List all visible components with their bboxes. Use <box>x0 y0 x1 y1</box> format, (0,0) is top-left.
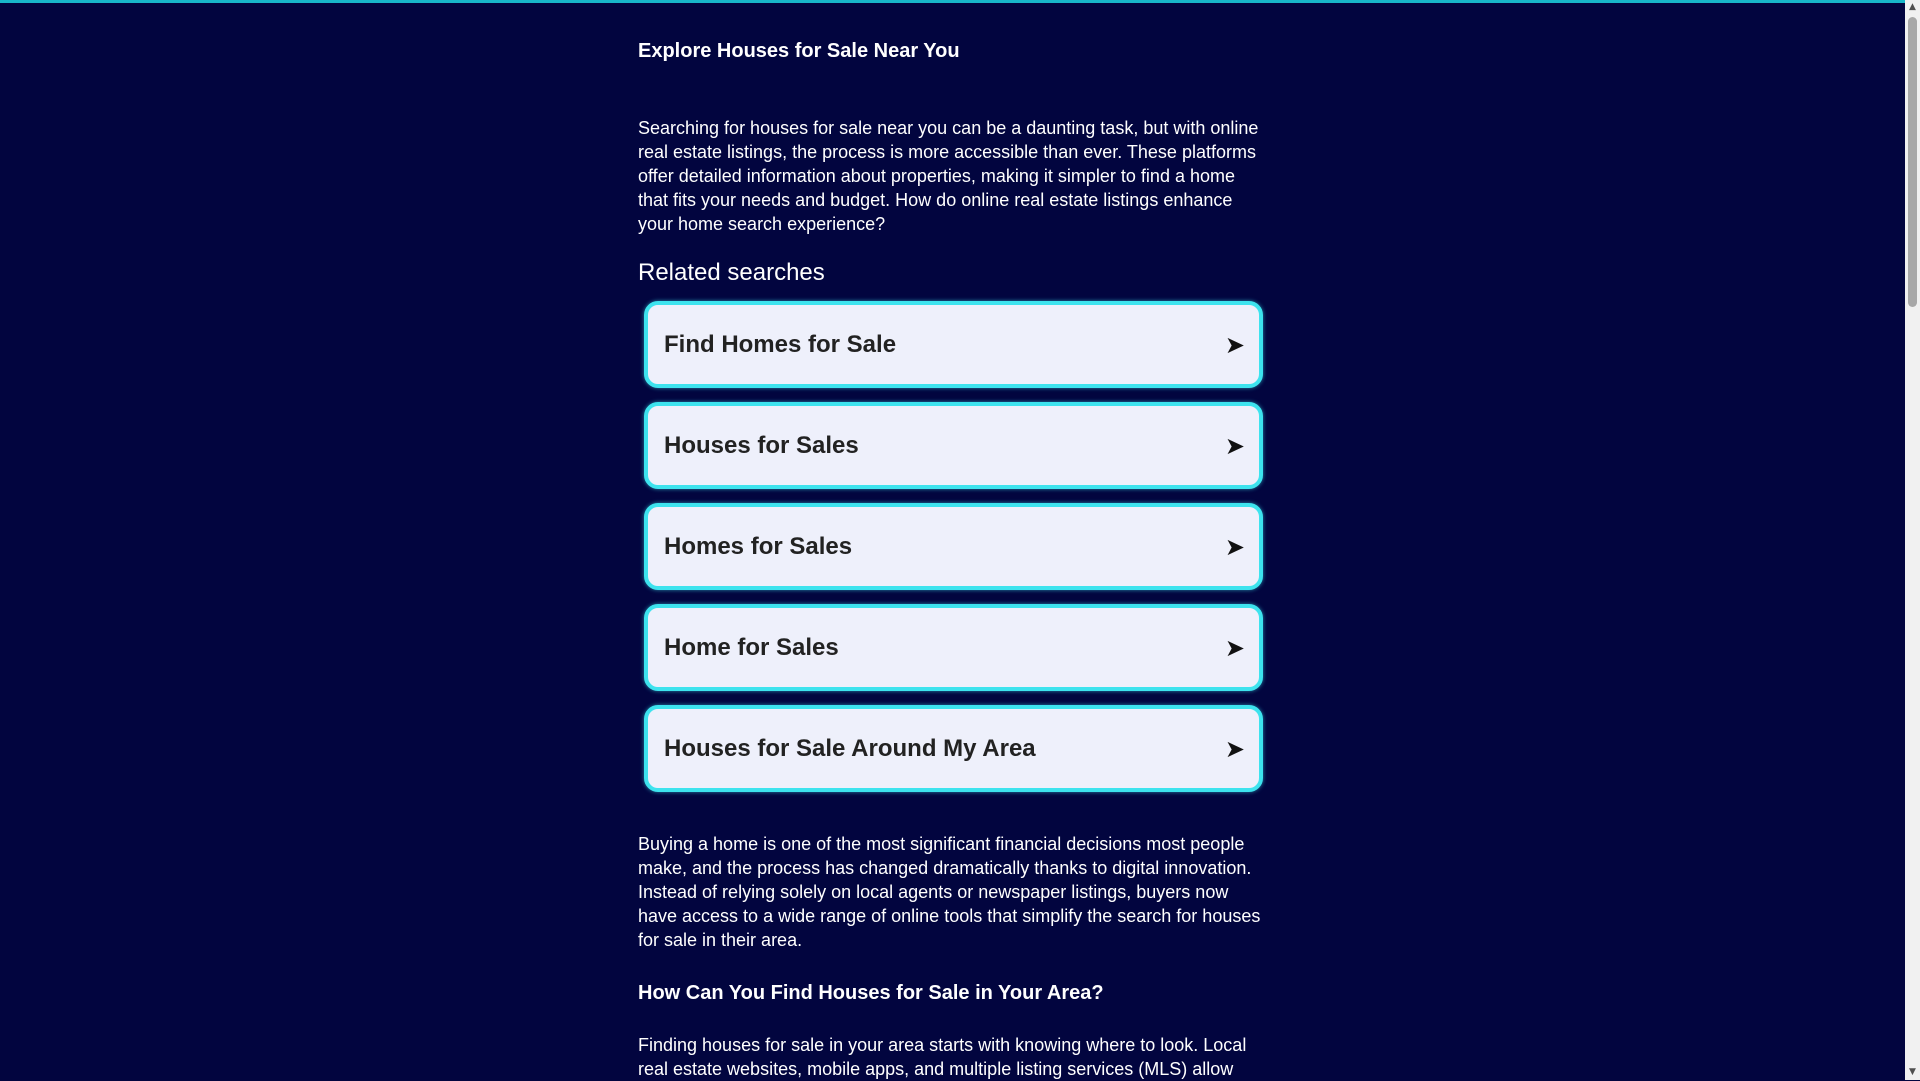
body-paragraph-continued: Finding houses for sale in your area starts with knowing where to look. Local real estate websites, mobile apps, and multiple listing services (MLS) allow <box>638 1035 1247 1079</box>
body-paragraph: Buying a home is one of the most significant financial decisions most people make, and the process has changed dramatically thanks to digital innovation. Instead of relying solely on local agents or newspaper listings, buyers now have access to a wide range of online tools that simplify the search for houses for sale in their area. <box>638 834 1261 950</box>
related-search-houses-for-sales[interactable] <box>644 402 1263 489</box>
top-accent-bar <box>0 0 1905 3</box>
related-searches-list <box>644 301 1263 806</box>
related-search-label: Houses for Sale Around My Area <box>664 734 1036 762</box>
arrow-right-icon: ➤ <box>1224 431 1245 460</box>
related-search-label: Homes for Sales <box>664 532 853 560</box>
related-search-find-homes-for-sale[interactable] <box>644 301 1263 388</box>
intro-paragraph: Searching for houses for sale near you can be a daunting task, but with online real estate listings, the process is more accessible than ever. These platforms offer detailed information about properties, making it simpler to find a home that fits your needs and budget. How do online real estate listings enhance your home search experience? <box>638 118 1259 234</box>
related-search-homes-for-sales[interactable] <box>644 503 1263 590</box>
related-search-label: Home for Sales <box>664 633 839 661</box>
related-search-houses-for-sale-around-my-area[interactable] <box>644 705 1263 792</box>
arrow-right-icon: ➤ <box>1224 330 1245 359</box>
related-search-label: Houses for Sales <box>664 431 859 459</box>
related-searches-heading: Related searches <box>638 259 825 286</box>
scrollbar-thumb[interactable] <box>1908 17 1917 307</box>
arrow-right-icon: ➤ <box>1224 734 1245 763</box>
arrow-right-icon: ➤ <box>1224 633 1245 662</box>
scroll-down-icon[interactable]: ▼ <box>1909 1067 1916 1077</box>
related-search-label: Find Homes for Sale <box>664 330 897 358</box>
scroll-up-icon[interactable]: ▲ <box>1909 2 1916 12</box>
related-search-home-for-sales[interactable] <box>644 604 1263 691</box>
vertical-scrollbar[interactable] <box>1905 0 1920 1080</box>
arrow-right-icon: ➤ <box>1224 532 1245 561</box>
page-title: Explore Houses for Sale Near You <box>638 40 960 62</box>
section-subheading: How Can You Find Houses for Sale in Your Area? <box>638 982 1104 1004</box>
